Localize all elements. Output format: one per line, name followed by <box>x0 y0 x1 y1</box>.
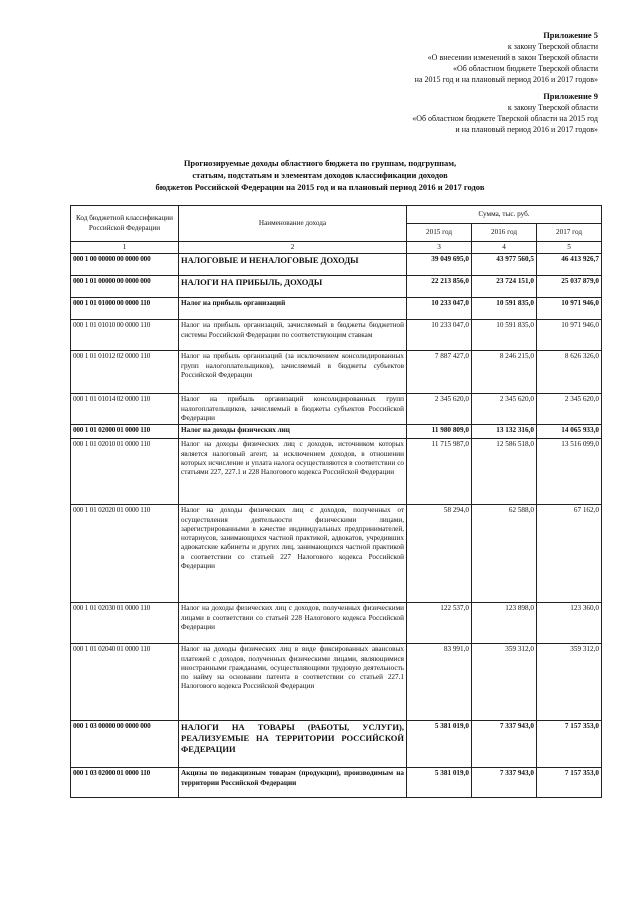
header-year-2016: 2016 год <box>472 224 537 242</box>
table-row <box>71 254 602 276</box>
header-sum: Сумма, тыс. руб. <box>407 206 602 224</box>
row-code: 000 1 03 02000 01 0000 110 <box>71 768 179 798</box>
row-value-2017: 10 971 946,0 <box>537 320 602 351</box>
appendix-5-header <box>415 30 598 85</box>
row-name: Налог на прибыль организаций <box>179 298 407 320</box>
row-value-2015: 5 381 019,0 <box>407 768 472 798</box>
row-value-2016: 7 337 943,0 <box>472 721 537 768</box>
table-row <box>71 644 602 721</box>
appendix-5-line: «Об областном бюджете Тверской области <box>452 64 598 73</box>
document-title-line: Прогнозируемые доходы областного бюджета по группам, подгруппам, <box>183 158 457 168</box>
row-value-2015: 83 991,0 <box>407 644 472 721</box>
document-title-line: статьям, подстатьям и элементам доходов классификации доходов <box>192 170 448 180</box>
row-name: Налог на доходы физических лиц <box>179 425 407 439</box>
appendix-9-title: Приложение 9 <box>543 91 598 101</box>
table-row <box>71 505 602 603</box>
appendix-5-line: к закону Тверской области <box>507 42 598 51</box>
row-value-2016: 10 591 835,0 <box>472 298 537 320</box>
col-number: 5 <box>537 242 602 254</box>
appendix-5-title: Приложение 5 <box>543 30 598 40</box>
document-title-line: бюджетов Российской Федерации на 2015 год и на плановый период 2016 и 2017 годов <box>155 182 485 192</box>
row-value-2016: 359 312,0 <box>472 644 537 721</box>
row-code: 000 1 01 02000 01 0000 110 <box>71 425 179 439</box>
table-row <box>71 603 602 644</box>
row-value-2017: 13 516 099,0 <box>537 439 602 505</box>
table-row <box>71 276 602 298</box>
row-code: 000 1 01 01014 02 0000 110 <box>71 394 179 425</box>
row-code: 000 1 01 02040 01 0000 110 <box>71 644 179 721</box>
row-name: НАЛОГИ НА ТОВАРЫ (РАБОТЫ, УСЛУГИ), РЕАЛИЗУЕМЫЕ НА ТЕРРИТОРИИ РОССИЙСКОЙ ФЕДЕРАЦИИ <box>179 721 407 768</box>
col-number: 2 <box>179 242 407 254</box>
row-value-2016: 23 724 151,0 <box>472 276 537 298</box>
row-code: 000 1 01 00000 00 0000 000 <box>71 276 179 298</box>
row-value-2017: 46 413 926,7 <box>537 254 602 276</box>
header-code: Код бюджетной классификации Российской Федерации <box>71 206 179 242</box>
row-value-2016: 12 586 518,0 <box>472 439 537 505</box>
table-row <box>71 351 602 394</box>
row-name: Налог на доходы физических лиц в виде фиксированных авансовых платежей с доходов, полученных физическими лицами, являющимися иностранными гражданами, осуществляющими трудовую деятельность по найму на основании патента в соответствии со статьей 227.1 Налогового кодекса Российской Федерации <box>179 644 407 721</box>
appendix-9-line: к закону Тверской области <box>507 103 598 112</box>
row-value-2015: 10 233 047,0 <box>407 298 472 320</box>
row-value-2017: 123 360,0 <box>537 603 602 644</box>
row-value-2016: 8 246 215,0 <box>472 351 537 394</box>
appendix-9-line: «Об областном бюджете Тверской области на 2015 год <box>412 114 598 123</box>
row-value-2015: 39 049 695,0 <box>407 254 472 276</box>
row-code: 000 1 01 02010 01 0000 110 <box>71 439 179 505</box>
row-code: 000 1 01 01000 00 0000 110 <box>71 298 179 320</box>
row-value-2015: 10 233 047,0 <box>407 320 472 351</box>
row-value-2016: 123 898,0 <box>472 603 537 644</box>
header-year-2015: 2015 год <box>407 224 472 242</box>
row-name: Налог на доходы физических лиц с доходов, полученных физическими лицами в соответствии со статьей 228 Налогового кодекса Российской Федерации <box>179 603 407 644</box>
table-row <box>71 425 602 439</box>
header-year-2017: 2017 год <box>537 224 602 242</box>
row-value-2016: 2 345 620,0 <box>472 394 537 425</box>
row-code: 000 1 01 02020 01 0000 110 <box>71 505 179 603</box>
row-code: 000 1 03 00000 00 0000 000 <box>71 721 179 768</box>
row-value-2017: 7 157 353,0 <box>537 768 602 798</box>
row-name: Налог на прибыль организаций, зачисляемый в бюджеты бюджетной системы Российской Федерации по соответствующим ставкам <box>179 320 407 351</box>
row-code: 000 1 01 01010 00 0000 110 <box>71 320 179 351</box>
row-code: 000 1 01 01012 02 0000 110 <box>71 351 179 394</box>
table-row <box>71 721 602 768</box>
row-value-2016: 13 132 316,0 <box>472 425 537 439</box>
row-value-2017: 14 065 933,0 <box>537 425 602 439</box>
appendix-9-header <box>412 91 598 135</box>
appendix-5-line: на 2015 год и на плановый период 2016 и 2017 годов» <box>414 75 598 84</box>
row-value-2016: 7 337 943,0 <box>472 768 537 798</box>
table-row <box>71 320 602 351</box>
table-row <box>71 298 602 320</box>
row-value-2017: 67 162,0 <box>537 505 602 603</box>
row-name: Налог на прибыль организаций консолидированных групп налогоплательщиков, зачисляемый в бюджеты субъектов Российской Федерации <box>179 394 407 425</box>
row-value-2017: 8 626 326,0 <box>537 351 602 394</box>
table-row <box>71 394 602 425</box>
row-value-2016: 62 588,0 <box>472 505 537 603</box>
row-value-2015: 22 213 856,0 <box>407 276 472 298</box>
row-value-2016: 43 977 560,5 <box>472 254 537 276</box>
appendix-9-line: и на плановый период 2016 и 2017 годов» <box>455 125 598 134</box>
row-value-2015: 7 887 427,0 <box>407 351 472 394</box>
col-number: 4 <box>472 242 537 254</box>
row-value-2015: 58 294,0 <box>407 505 472 603</box>
row-value-2016: 10 591 835,0 <box>472 320 537 351</box>
row-value-2015: 122 537,0 <box>407 603 472 644</box>
row-name: Налог на прибыль организаций (за исключением консолидированных групп налогоплательщиков), зачисляемый в бюджеты субъектов Российской Федерации <box>179 351 407 394</box>
row-name: Налог на доходы физических лиц с доходов, полученных от осуществления деятельности физическими лицами, зарегистрированными в качестве индивидуальных предпринимателей, нотариусов, занимающихся частной практикой, адвокатов, учредивших адвокатские кабинеты и других лиц, занимающихся частной практикой в соответствии со статьей 227 Налогового кодекса Российской Федерации <box>179 505 407 603</box>
header-name: Наименование дохода <box>179 206 407 242</box>
document-title <box>0 157 640 193</box>
revenue-table <box>70 205 602 798</box>
appendix-5-line: «О внесении изменений в закон Тверской области <box>427 53 598 62</box>
row-value-2015: 2 345 620,0 <box>407 394 472 425</box>
row-value-2017: 7 157 353,0 <box>537 721 602 768</box>
row-name: НАЛОГИ НА ПРИБЫЛЬ, ДОХОДЫ <box>179 276 407 298</box>
col-number: 1 <box>71 242 179 254</box>
col-number: 3 <box>407 242 472 254</box>
row-name: НАЛОГОВЫЕ И НЕНАЛОГОВЫЕ ДОХОДЫ <box>179 254 407 276</box>
row-value-2017: 10 971 946,0 <box>537 298 602 320</box>
row-name: Налог на доходы физических лиц с доходов, источником которых является налоговый агент, за исключением доходов, в отношении которых исчисление и уплата налога осуществляются в соответствии со статьями 227, 227.1 и 228 Налогового кодекса Российской Федерации <box>179 439 407 505</box>
row-code: 000 1 00 00000 00 0000 000 <box>71 254 179 276</box>
row-value-2017: 25 037 879,0 <box>537 276 602 298</box>
row-value-2017: 359 312,0 <box>537 644 602 721</box>
row-code: 000 1 01 02030 01 0000 110 <box>71 603 179 644</box>
row-name: Акцизы по подакцизным товарам (продукции), производимым на территории Российской Федерации <box>179 768 407 798</box>
row-value-2015: 11 980 809,0 <box>407 425 472 439</box>
row-value-2015: 5 381 019,0 <box>407 721 472 768</box>
table-row <box>71 439 602 505</box>
table-row <box>71 768 602 798</box>
row-value-2017: 2 345 620,0 <box>537 394 602 425</box>
row-value-2015: 11 715 987,0 <box>407 439 472 505</box>
